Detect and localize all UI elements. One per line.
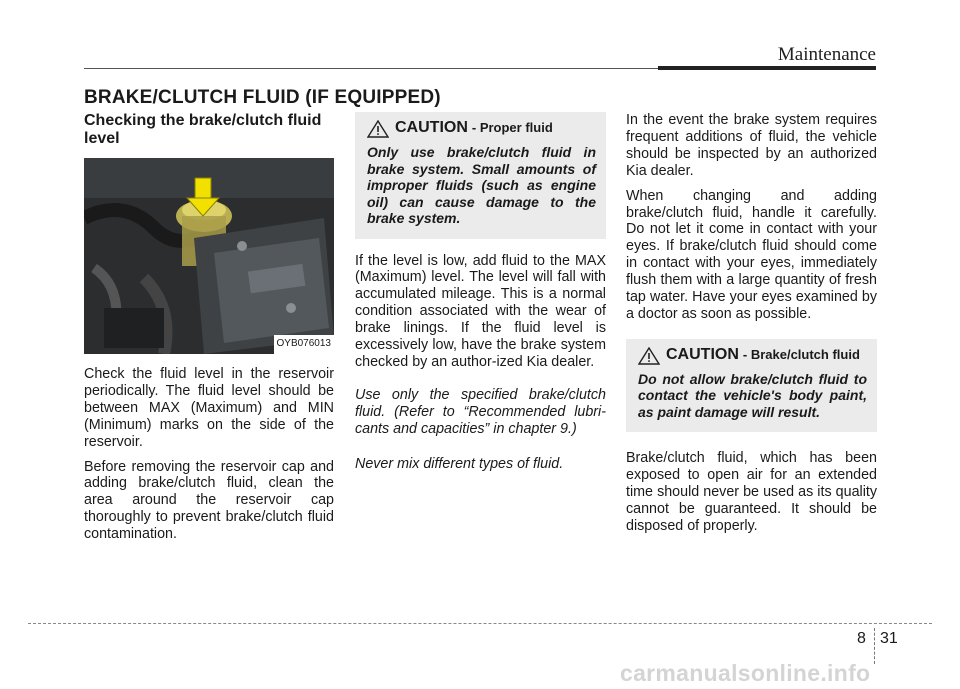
caution-header [367,120,596,138]
caution-header [638,347,867,365]
header-section-title: Maintenance [777,44,876,65]
warning-triangle-icon [367,120,389,138]
engine-photo [84,158,334,354]
caution-subject: - Brake/clutch fluid [742,346,860,362]
paragraph: If the level is low, add fluid to the MAX (Maximum) level. The level will fall with accumulated mileage. This is a normal condition associated with the wear of brake linings. If the fluid level is excessively low, have the brake system checked by an author-ized Kia dealer. [355,252,606,370]
italic-paragraph: Use only the specified brake/clutch fluid. (Refer to “Recommended lubri-cants and capacities” in chapter 9.) [355,386,606,437]
paragraph: Before removing the reservoir cap and adding brake/clutch fluid, clean the area around the reservoir cap thoroughly to prevent brake/clutch fluid contamination. [84,458,334,543]
subheading: Checking the brake/clutch fluid level [84,112,322,147]
footer-divider [874,628,875,664]
page-number: 31 [880,630,898,647]
italic-paragraph: Never mix different types of fluid. [355,455,564,472]
column-left [84,112,334,551]
caution-body: Do not allow brake/clutch fluid to contact the vehicle's body paint, as paint damage will result. [638,370,867,420]
warning-triangle-icon [638,347,660,365]
paragraph: Brake/clutch fluid, which has been exposed to open air for an extended time should never be used as its quality cannot be guaranteed. It should be disposed of properly. [626,450,877,534]
engine-bay-illustration [84,158,334,354]
header-rule [84,68,658,69]
column-middle [355,112,606,480]
footer-rule [28,623,932,624]
caution-box-proper-fluid [355,112,606,239]
paragraph: When changing and adding brake/clutch fluid, handle it carefully. Do not let it come in contact with your eyes. If brake/clutch fluid should come in contact with your eyes, immediately flush them with a large quantity of fresh tap water. Have your eyes examined by a doctor as soon as possible. [626,187,877,322]
caution-subject: - Proper fluid [471,120,553,135]
caution-word: CAUTION [395,119,468,136]
image-code-label: OYB076013 [274,335,335,354]
caution-box-brake-fluid [626,339,877,433]
caution-word: CAUTION [666,345,739,363]
chapter-number: 8 [857,630,866,647]
header-bar [658,66,876,70]
column-right [626,112,877,543]
caution-body: Only use brake/clutch fluid in brake system. Small amounts of improper fluids (such as engine oil) can cause damage to the brake system. [367,144,596,226]
section-title: BRAKE/CLUTCH FLUID (IF EQUIPPED) [84,87,441,108]
paragraph: Check the fluid level in the reservoir periodically. The fluid level should be between MAX (Maximum) and MIN (Minimum) marks on the side of the reservoir. [84,366,334,450]
paragraph: In the event the brake system requires frequent additions of fluid, the vehicle should be inspected by an authorized Kia dealer. [626,112,877,179]
watermark: carmanualsonline.info [620,660,871,686]
